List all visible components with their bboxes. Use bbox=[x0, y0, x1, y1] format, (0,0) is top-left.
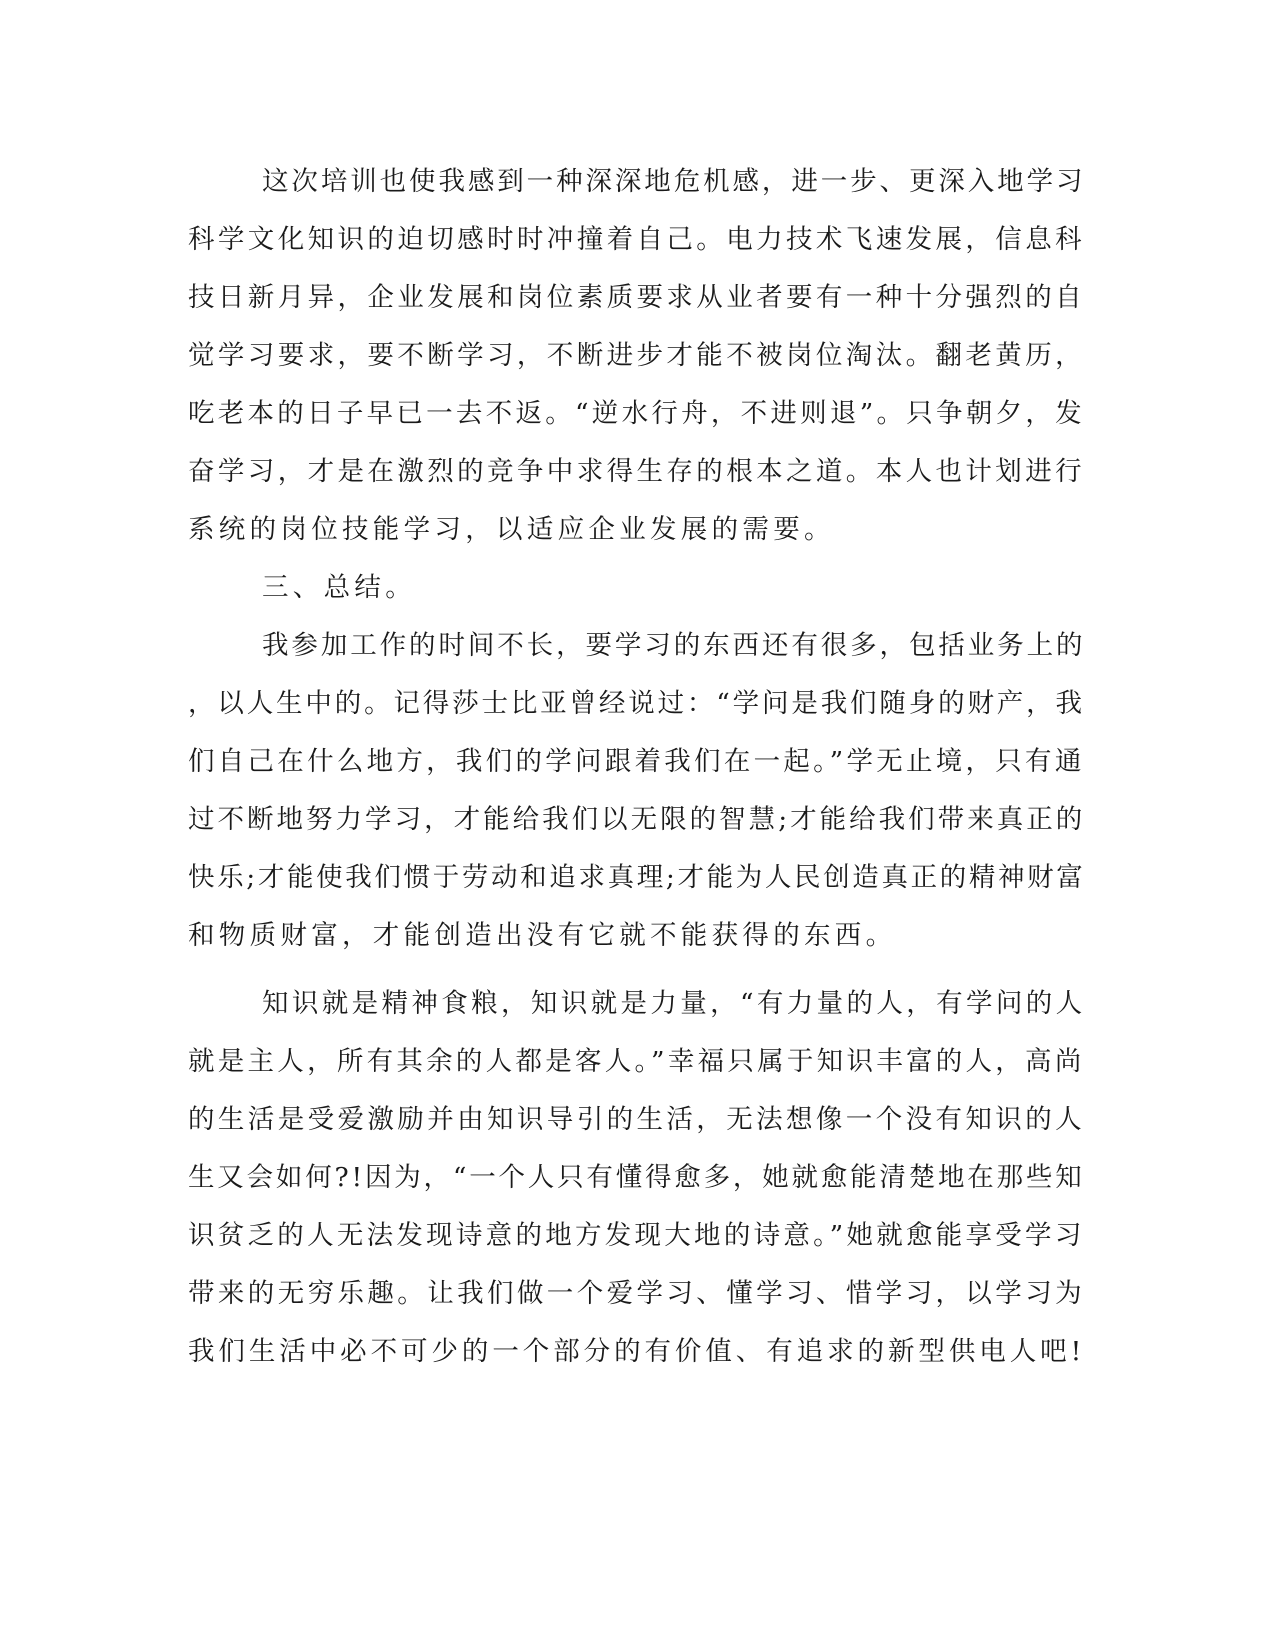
paragraph-1-line-7: 系统的岗位技能学习，以适应企业发展的需要。 bbox=[188, 514, 835, 545]
paragraph-3-line-2: 就是主人，所有其余的人都是客人。”幸福只属于知识丰富的人，高尚 bbox=[188, 1046, 1085, 1077]
paragraph-2-line-6: 和物质财富，才能创造出没有它就不能获得的东西。 bbox=[188, 920, 897, 951]
paragraph-1-line-6: 奋学习，才是在激烈的竞争中求得生存的根本之道。本人也计划进行 bbox=[188, 456, 1085, 487]
paragraph-1-line-4: 觉学习要求，要不断学习，不断进步才能不被岗位淘汰。翻老黄历， bbox=[188, 340, 1085, 371]
paragraph-3-line-3: 的生活是受爱激励并由知识导引的生活，无法想像一个没有知识的人 bbox=[188, 1104, 1085, 1135]
paragraph-3-line-1: 知识就是精神食粮，知识就是力量，“有力量的人，有学问的人 bbox=[262, 988, 1086, 1019]
paragraph-2-line-3: 们自己在什么地方，我们的学问跟着我们在一起。”学无止境，只有通 bbox=[188, 746, 1085, 777]
paragraph-2-line-1: 我参加工作的时间不长，要学习的东西还有很多，包括业务上的 bbox=[262, 630, 1086, 661]
section-heading: 三、总结。 bbox=[262, 572, 416, 603]
paragraph-2-line-2: ，以人生中的。记得莎士比亚曾经说过：“学问是我们随身的财产，我 bbox=[188, 688, 1085, 719]
paragraph-1-line-1: 这次培训也使我感到一种深深地危机感，进一步、更深入地学习 bbox=[262, 166, 1086, 197]
paragraph-3-line-5: 识贫乏的人无法发现诗意的地方发现大地的诗意。”她就愈能享受学习 bbox=[188, 1220, 1085, 1251]
paragraph-2-line-4: 过不断地努力学习，才能给我们以无限的智慧;才能给我们带来真正的 bbox=[188, 804, 1086, 835]
paragraph-1-line-2: 科学文化知识的迫切感时时冲撞着自己。电力技术飞速发展，信息科 bbox=[188, 224, 1085, 255]
paragraph-3-line-6: 带来的无穷乐趣。让我们做一个爱学习、懂学习、惜学习，以学习为 bbox=[188, 1278, 1085, 1309]
paragraph-3-line-7: 我们生活中必不可少的一个部分的有价值、有追求的新型供电人吧! bbox=[188, 1336, 1086, 1367]
paragraph-3-line-4: 生又会如何?!因为，“一个人只有懂得愈多，她就愈能清楚地在那些知 bbox=[188, 1162, 1085, 1193]
paragraph-1-line-5: 吃老本的日子早已一去不返。“逆水行舟，不进则退”。只争朝夕，发 bbox=[188, 398, 1085, 429]
paragraph-2-line-5: 快乐;才能使我们惯于劳动和追求真理;才能为人民创造真正的精神财富 bbox=[188, 862, 1086, 893]
paragraph-1-line-3: 技日新月异，企业发展和岗位素质要求从业者要有一种十分强烈的自 bbox=[188, 282, 1085, 313]
